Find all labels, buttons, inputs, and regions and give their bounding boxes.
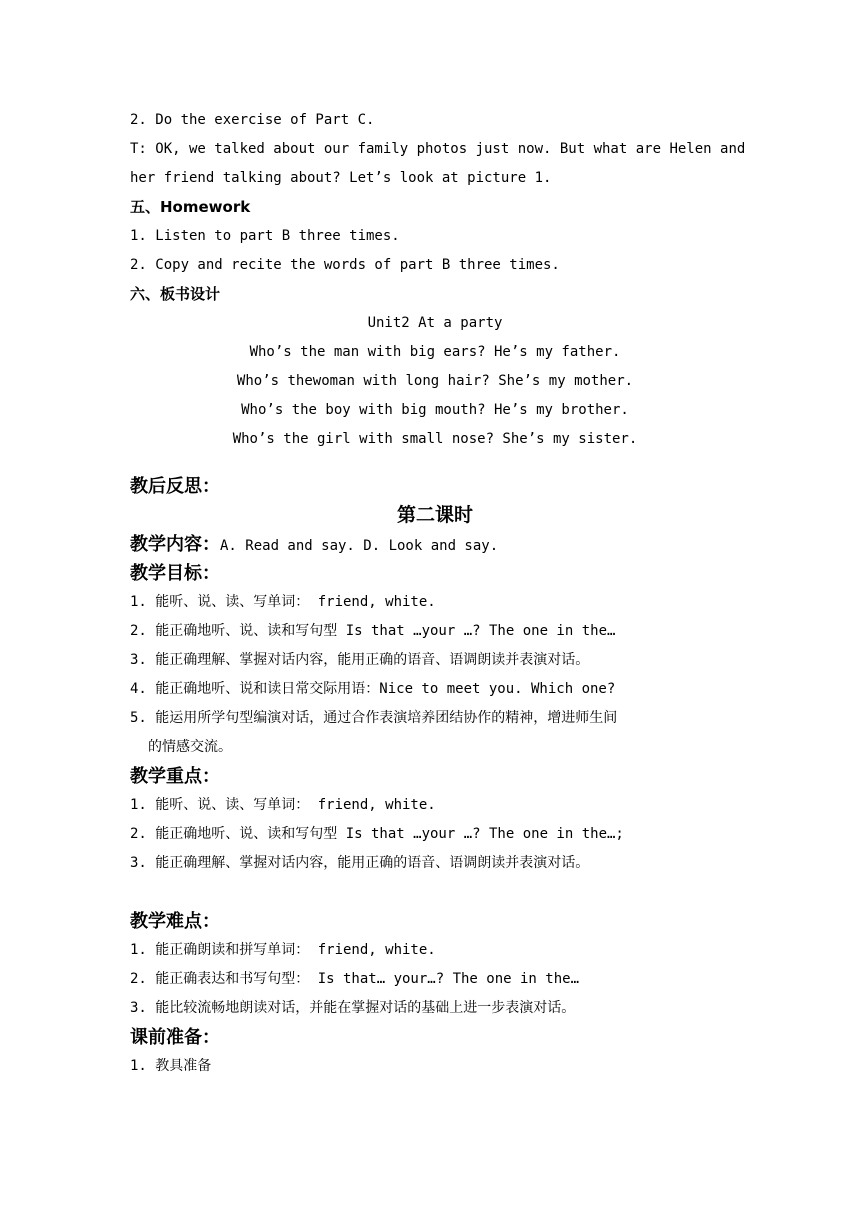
key-item-3: 3. 能正确理解、掌握对话内容，能用正确的语音、语调朗读并表演对话。 xyxy=(130,855,590,871)
goal-item-2: 2. 能正确地听、说、读和写句型 Is that …your …? The one in the… xyxy=(130,623,616,639)
key-heading: 教学重点： xyxy=(130,766,220,787)
goal-item-1: 1. 能听、说、读、写单词： friend, white. xyxy=(130,594,436,610)
difficult-item-2: 2. 能正确表达和书写句型： Is that… your…? The one in the… xyxy=(130,971,580,987)
board-line-title: Unit2 At a party xyxy=(367,315,503,331)
content-row xyxy=(130,530,740,559)
reflection-heading: 教后反思： xyxy=(130,476,220,497)
goal-item-5-cont: 的情感交流。 xyxy=(148,739,232,755)
dialog-line-1: T: OK, we talked about our family photos just now. But what are Helen and xyxy=(130,141,746,157)
goal-item-4: 4. 能正确地听、说和读日常交际用语：Nice to meet you. Which one? xyxy=(130,681,616,697)
dialog-line-2: her friend talking about? Let’s look at picture 1. xyxy=(130,170,552,186)
homework-item-2: 2. Copy and recite the words of part B three times. xyxy=(130,257,560,273)
content-label: 教学内容： xyxy=(130,534,220,555)
document-page xyxy=(130,106,746,1081)
goal-item-3: 3. 能正确理解、掌握对话内容，能用正确的语音、语调朗读并表演对话。 xyxy=(130,652,590,668)
board-line-sister: Who’s the girl with small nose? She’s my sister. xyxy=(232,431,638,447)
difficult-heading: 教学难点： xyxy=(130,911,220,932)
homework-item-1: 1. Listen to part B three times. xyxy=(130,228,400,244)
key-item-1: 1. 能听、说、读、写单词： friend, white. xyxy=(130,797,436,813)
goal-item-5: 5. 能运用所学句型编演对话，通过合作表演培养团结协作的精神，增进师生间 xyxy=(130,710,618,726)
lesson-title: 第二课时 xyxy=(396,504,473,526)
difficult-item-1: 1. 能正确朗读和拼写单词： friend, white. xyxy=(130,942,436,958)
key-item-2: 2. 能正确地听、说、读和写句型 Is that …your …? The one in the…; xyxy=(130,826,624,842)
exercise-line: 2. Do the exercise of Part C. xyxy=(130,112,375,128)
content-text: A. Read and say. D. Look and say. xyxy=(220,538,499,554)
board-line-father: Who’s the man with big ears? He’s my father. xyxy=(249,344,621,360)
board-line-mother: Who’s thewoman with long hair? She’s my mother. xyxy=(236,373,634,389)
goals-heading: 教学目标： xyxy=(130,563,220,584)
prep-heading: 课前准备： xyxy=(130,1027,220,1048)
board-line-brother: Who’s the boy with big mouth? He’s my brother. xyxy=(241,402,629,418)
difficult-item-3: 3. 能比较流畅地朗读对话，并能在掌握对话的基础上进一步表演对话。 xyxy=(130,1000,576,1016)
prep-item-1: 1. 教具准备 xyxy=(130,1058,212,1074)
board-heading: 六、板书设计 xyxy=(130,285,221,303)
homework-heading: 五、Homework xyxy=(130,198,251,216)
